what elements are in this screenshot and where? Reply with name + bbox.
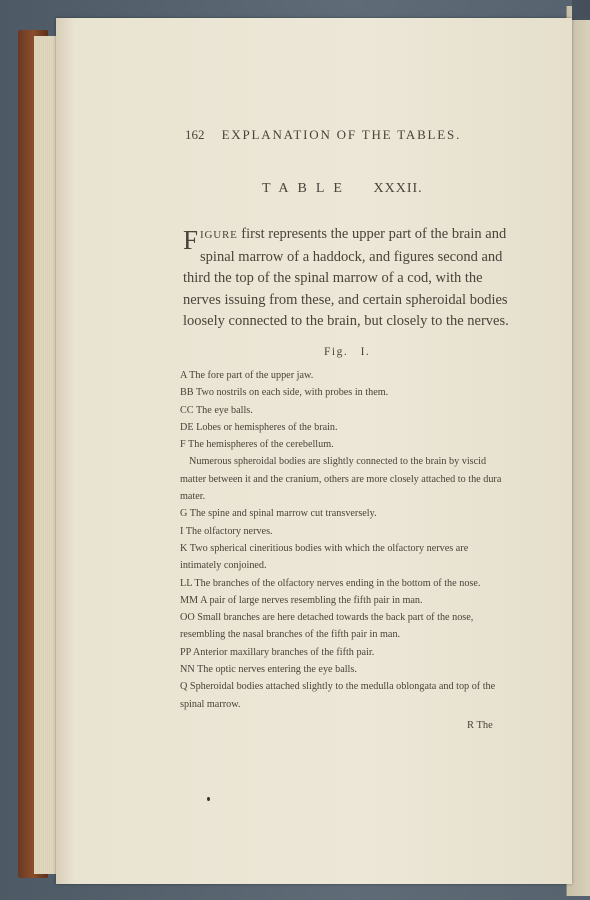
running-head-title: EXPLANATION OF THE TABLES. bbox=[221, 127, 462, 142]
list-item: OO Small branches are here detached towards the back part of the nose, resembling the nasal branches of the fifth pair in man. bbox=[180, 612, 474, 641]
intro-text: first represents the upper part of the brain and spinal marrow of a haddock, and figures second and third the top of the spinal marrow of a cod, with the nerves issuing from these, and certain spheroidal bodies loosely connected to the brain, but closely to the nerves. bbox=[183, 226, 509, 329]
list-item: NN The optic nerves entering the eye balls. bbox=[180, 664, 357, 676]
list-item: MM A pair of large nerves resembling the fifth pair in man. bbox=[180, 594, 423, 606]
list-item: K Two spherical cineritious bodies with which the olfactory nerves are intimately conjoined. bbox=[180, 542, 469, 572]
drop-cap: F bbox=[183, 225, 199, 255]
list-item: Numerous spheroidal bodies are slightly connected to the brain by viscid matter between it and the cranium, others are more closely attached to the dura mater. bbox=[180, 456, 502, 503]
intro-paragraph bbox=[183, 224, 509, 333]
list-item: I The olfactory nerves. bbox=[180, 525, 273, 537]
list-item: F The hemispheres of the cerebellum. bbox=[180, 439, 334, 451]
figure-numeral: I. bbox=[360, 346, 371, 358]
ink-spot bbox=[207, 797, 210, 801]
page-number: 162 bbox=[185, 127, 205, 142]
table-numeral: XXXII. bbox=[373, 181, 423, 196]
list-item: LL The branches of the olfactory nerves ending in the bottom of the nose. bbox=[180, 577, 481, 589]
figure-word: Fig. bbox=[324, 346, 349, 358]
list-item: DE Lobes or hemispheres of the brain. bbox=[180, 421, 338, 433]
list-item: CC The eye balls. bbox=[180, 404, 253, 416]
list-item: Q Spheroidal bodies attached slightly to the medulla oblongata and top of the spinal marrow. bbox=[180, 681, 496, 710]
table-word: TABLE bbox=[262, 181, 351, 196]
figure-key-list bbox=[180, 367, 504, 713]
catchword: R The bbox=[467, 720, 493, 731]
list-item: BB Two nostrils on each side, with probes in them. bbox=[180, 387, 389, 399]
running-header bbox=[185, 127, 461, 143]
list-item: G The spine and spinal marrow cut transversely. bbox=[180, 508, 377, 520]
list-item: PP Anterior maxillary branches of the fifth pair. bbox=[180, 646, 375, 658]
table-heading bbox=[262, 181, 423, 197]
scan-corner bbox=[572, 0, 590, 20]
intro-smallcaps: IGURE bbox=[200, 229, 238, 241]
figure-label bbox=[324, 346, 370, 358]
list-item: A The fore part of the upper jaw. bbox=[180, 370, 314, 381]
